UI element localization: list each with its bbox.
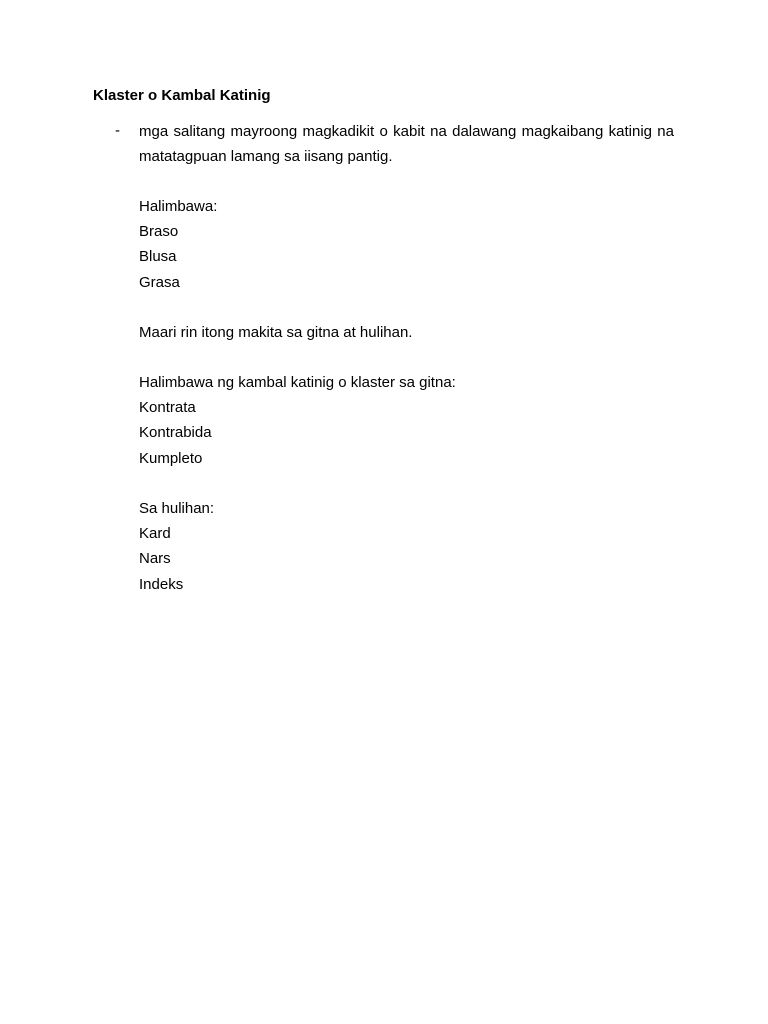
examples-start-heading: Halimbawa: [139, 198, 218, 215]
example-word: Braso [139, 223, 179, 241]
example-word: Indeks [139, 575, 184, 593]
position-note: Maari rin itong makita sa gitna at hulihan. [139, 324, 413, 341]
examples-end-heading: Sa hulihan: [139, 500, 215, 517]
examples-start-block [139, 194, 699, 295]
example-word: Kumpleto [139, 449, 203, 467]
bullet-marker: - [115, 122, 120, 139]
example-word: Grasa [139, 273, 180, 291]
example-word: Blusa [139, 248, 177, 266]
examples-middle-heading: Halimbawa ng kambal katinig o klaster sa gitna: [139, 374, 456, 391]
example-word: Kontrabida [139, 424, 212, 442]
document-title: Klaster o Kambal Katinig [93, 87, 271, 104]
example-word: Kontrata [139, 399, 196, 417]
definition-text: mga salitang mayroong magkadikit o kabit na dalawang magkaibang katinig na matatagpuan lamang sa iisang pantig. [139, 123, 674, 165]
example-word: Nars [139, 550, 171, 568]
examples-end-block [139, 496, 699, 597]
examples-middle-block [139, 370, 699, 471]
note-block [139, 320, 699, 345]
example-word: Kard [139, 525, 171, 543]
